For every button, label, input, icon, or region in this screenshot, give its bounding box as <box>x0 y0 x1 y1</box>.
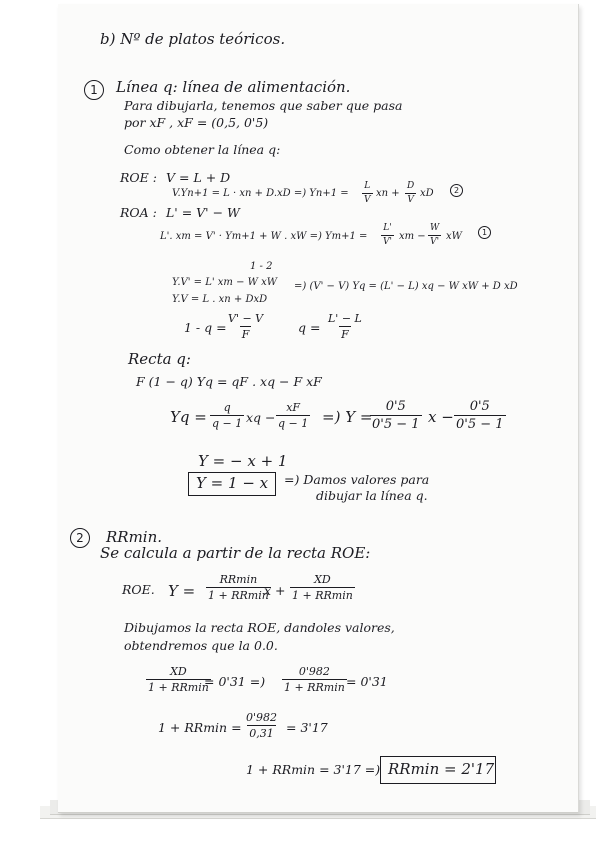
yq-fraction-4 <box>454 400 506 431</box>
roa-fraction-w-over-v <box>428 224 441 247</box>
fraction-denominator: V' <box>430 237 440 247</box>
fraction-denominator: 1 + RRmin <box>208 589 269 602</box>
fraction-numerator: RRmin <box>219 573 258 586</box>
recta-q-equation: F (1 − q) Yq = qF . xq − F xF <box>136 374 322 389</box>
section2-text-2: obtendremos que la 0.0. <box>124 638 278 653</box>
fraction-denominator: F <box>341 328 349 341</box>
fraction-numerator: xF <box>286 401 301 414</box>
system-line-1: Y.V' = L' xm − W xW <box>172 277 277 288</box>
fraction-numerator: q <box>223 401 231 414</box>
fraction-numerator: 0'5 <box>469 399 490 414</box>
section2-roe-y: Y = <box>168 582 196 600</box>
roe-equation-1: V = L + D <box>166 170 231 185</box>
fraction-denominator: 1 + RRmin <box>292 589 353 602</box>
calc2-fraction <box>244 712 279 739</box>
fraction-denominator: 1 + RRmin <box>148 681 209 694</box>
calc2-tail: = 3'17 <box>286 720 328 735</box>
fraction-denominator: V' <box>383 237 392 247</box>
fraction-denominator: V <box>407 195 414 205</box>
one-minus-q-fraction <box>226 313 265 340</box>
section1-intro-line1: Para dibujarla, tenemos que saber que pasa <box>124 98 403 113</box>
section1-title: Línea q: línea de alimentación. <box>116 78 351 96</box>
one-minus-q-label: 1 - q = <box>184 320 227 335</box>
system-line-2: Y.V = L . xn + DxD <box>172 294 268 305</box>
roe-equation-2-tail: xD <box>420 188 434 199</box>
y-boxed-result: Y = 1 − x <box>196 474 269 492</box>
section2-roe-label: ROE. <box>122 582 155 597</box>
page-heading: b) Nº de platos teóricos. <box>100 30 286 48</box>
fraction-numerator: L <box>364 181 371 191</box>
roe-equation-2: V.Yn+1 = L · xn + D.xD =) Yn+1 = <box>172 188 349 199</box>
q-label: q = <box>298 320 321 335</box>
fraction-denominator: V <box>364 195 371 205</box>
fraction-denominator: F <box>241 328 250 341</box>
fraction-numerator: L' <box>383 223 392 233</box>
roa-equation-2: L'. xm = V' · Ym+1 + W . xW =) Ym+1 = <box>160 231 368 242</box>
equation-marker-2: 2 <box>450 184 463 197</box>
section1-intro-line2: por xF , xF = (0,5, 0'5) <box>124 115 269 130</box>
roa-equation-2-tail: xW <box>446 231 462 242</box>
yq-mid-3: x − <box>428 408 454 426</box>
yq-fraction-1 <box>210 402 244 429</box>
calc1-fraction-1 <box>146 666 211 693</box>
roa-equation-2-mid: xm − <box>399 231 426 242</box>
section2-text-1: Dibujamos la recta ROE, dandoles valores, <box>124 620 395 635</box>
fraction-denominator: 0'5 − 1 <box>456 417 504 432</box>
section-number-2: 2 <box>70 528 90 548</box>
fraction-numerator: D <box>407 181 415 191</box>
system-result: =) (V' − V) Yq = (L' − L) xq − W xW + D xD <box>294 281 518 292</box>
fraction-denominator: 0'5 − 1 <box>372 417 420 432</box>
roe-fraction-d-over-v <box>405 182 416 205</box>
yq-mid-2: =) Y = <box>322 408 373 426</box>
fraction-numerator: XD <box>314 573 331 586</box>
calc1-fraction-2 <box>282 666 347 693</box>
section-number-1: 1 <box>84 80 104 100</box>
fraction-numerator: XD <box>170 665 187 678</box>
roe-label: ROE : <box>120 170 157 185</box>
section2-roe-fraction-2 <box>290 574 355 601</box>
fraction-numerator: V' − V <box>228 312 264 325</box>
calc3-boxed-result: RRmin = 2'17 <box>388 760 495 778</box>
fraction-numerator: 0'982 <box>298 665 330 678</box>
fraction-denominator: 1 + RRmin <box>284 681 345 694</box>
roe-equation-2-mid: xn + <box>376 188 400 199</box>
section2-intro: Se calcula a partir de la recta ROE: <box>100 544 371 562</box>
roa-label: ROA : <box>120 205 157 220</box>
yq-label: Yq = <box>170 408 207 426</box>
fraction-numerator: W <box>430 223 440 233</box>
calc1-tail: = 0'31 <box>346 674 388 689</box>
calc3-left: 1 + RRmin = 3'17 =) <box>246 762 381 777</box>
q-fraction <box>326 313 364 340</box>
fraction-denominator: q − 1 <box>278 417 309 430</box>
roa-equation-1: L' = V' − W <box>166 205 240 220</box>
y-equation: Y = − x + 1 <box>198 452 288 470</box>
fraction-denominator: 0,31 <box>249 727 274 740</box>
subtraction-note: 1 - 2 <box>250 261 273 272</box>
fraction-numerator: L' − L <box>328 312 362 325</box>
fraction-numerator: 0'982 <box>246 711 278 724</box>
recta-q-heading: Recta q: <box>128 350 191 368</box>
yq-fraction-3 <box>370 400 422 431</box>
y-tail-line-1: =) Damos valores para <box>284 472 430 487</box>
roe-fraction-l-over-v <box>362 182 373 205</box>
section2-roe-fraction-1 <box>206 574 271 601</box>
yq-mid-1: xq − <box>246 410 276 425</box>
fraction-denominator: q − 1 <box>212 417 243 430</box>
section2-roe-mid: x + <box>264 583 286 598</box>
calc1-mid: = 0'31 =) <box>204 674 266 689</box>
y-tail-line-2: dibujar la línea q. <box>316 488 428 503</box>
roa-fraction-l-over-v <box>381 224 394 247</box>
calc2-left: 1 + RRmin = <box>158 720 242 735</box>
section1-how-to: Como obtener la línea q: <box>124 142 281 157</box>
section2-title: RRmin. <box>106 528 163 546</box>
yq-fraction-2 <box>276 402 310 429</box>
fraction-numerator: 0'5 <box>385 399 406 414</box>
equation-marker-1: 1 <box>478 226 491 239</box>
